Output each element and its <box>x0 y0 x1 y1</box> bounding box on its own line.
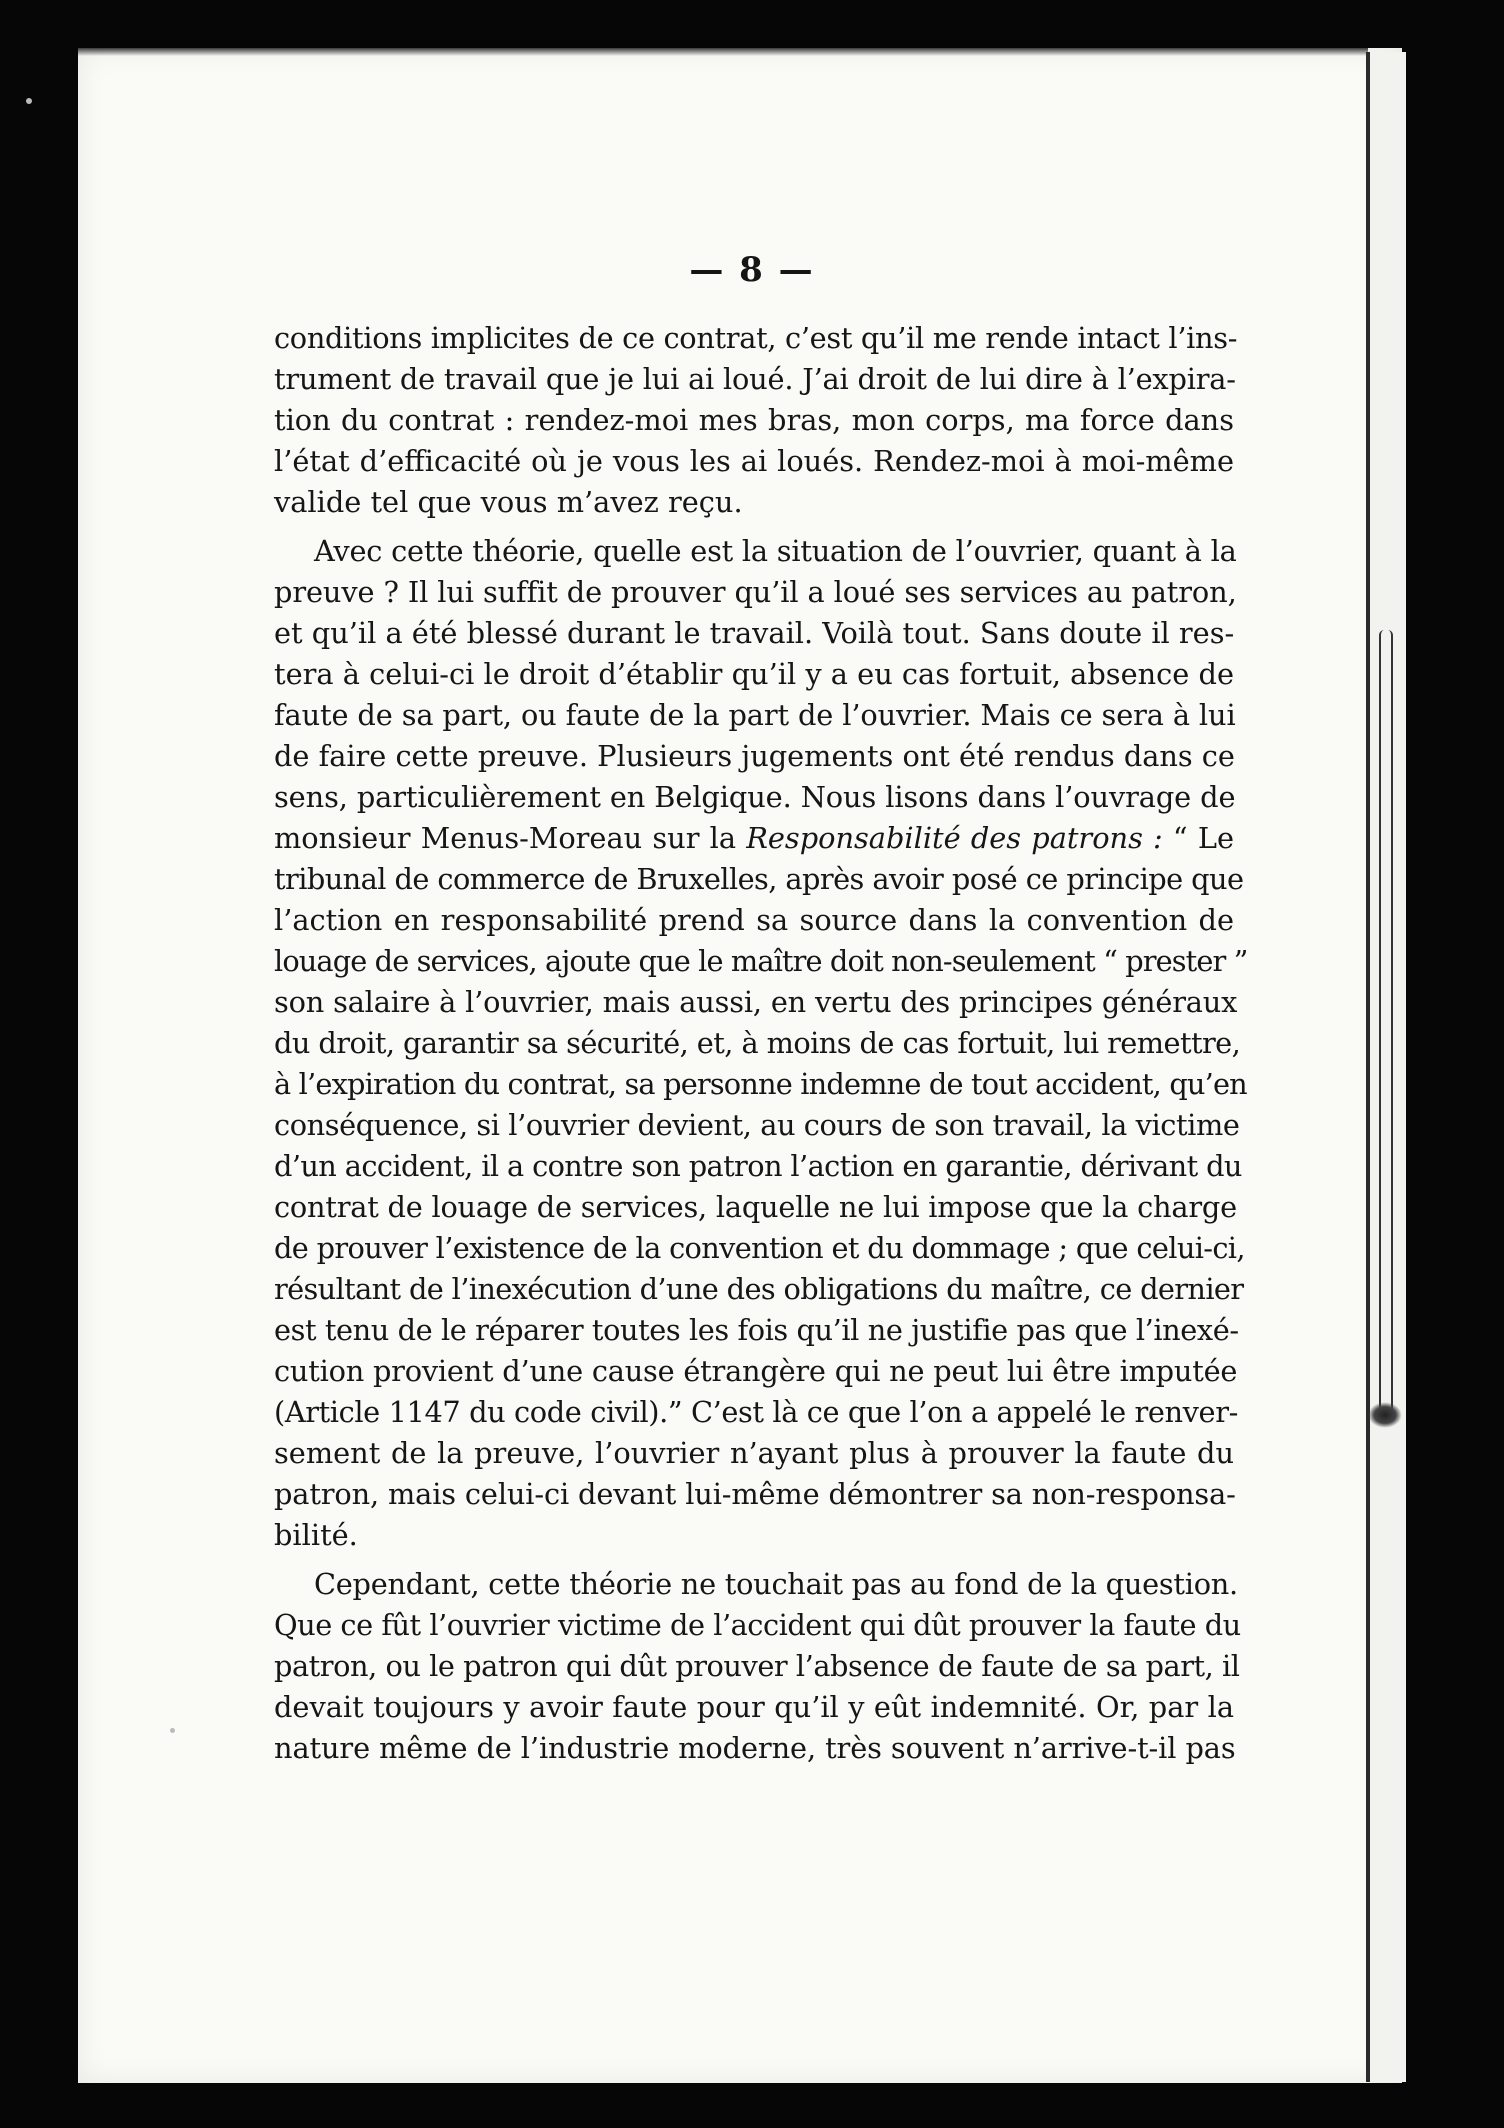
binding-knot <box>1368 1402 1402 1428</box>
book-title: Responsabilité des patrons : <box>746 821 1163 855</box>
text-line: cution provient d’une cause étrangère qui ne peut lui être imputée <box>274 1354 1238 1388</box>
paragraph-1 <box>274 318 1238 523</box>
text-line: résultant de l’inexécution d’une des obligations du maître, ce dernier <box>274 1272 1244 1306</box>
text-line: patron, ou le patron qui dût prouver l’absence de faute de sa part, il <box>274 1649 1240 1683</box>
text-line: Avec cette théorie, quelle est la situation de l’ouvrier, quant à la <box>314 534 1237 568</box>
page-number: — 8 — <box>689 250 815 290</box>
paragraph-2 <box>274 531 1248 1556</box>
text-line-with-title <box>274 818 1234 859</box>
text-line: tera à celui-ci le droit d’établir qu’il y a eu cas fortuit, absence de <box>274 657 1234 691</box>
text-line: bilité. <box>274 1518 358 1552</box>
text-line: tribunal de commerce de Bruxelles, après avoir posé ce principe que <box>274 862 1244 896</box>
text-line: de faire cette preuve. Plusieurs jugements ont été rendus dans ce <box>274 739 1235 773</box>
text-line: trument de travail que je lui ai loué. J’ai droit de lui dire à l’expira- <box>274 362 1236 396</box>
text-line: (Article 1147 du code civil).” C’est là ce que l’on a appelé le renver- <box>274 1395 1238 1429</box>
dust-speck <box>26 98 32 104</box>
text-line: devait toujours y avoir faute pour qu’il y eût indemnité. Or, par la <box>274 1690 1234 1724</box>
text-line: à l’expiration du contrat, sa personne indemne de tout accident, qu’en <box>274 1067 1247 1101</box>
text-line: faute de sa part, ou faute de la part de l’ouvrier. Mais ce sera à lui <box>274 698 1236 732</box>
binding-thread <box>1379 630 1393 1420</box>
text-line: valide tel que vous m’avez reçu. <box>274 485 743 519</box>
page-top-shadow <box>78 48 1368 56</box>
dust-speck <box>170 1728 175 1733</box>
text-line: de prouver l’existence de la convention et du dommage ; que celui-ci, <box>274 1231 1245 1265</box>
text-line: sement de la preuve, l’ouvrier n’ayant plus à prouver la faute du <box>274 1436 1234 1470</box>
text-line: et qu’il a été blessé durant le travail. Voilà tout. Sans doute il res- <box>274 616 1235 650</box>
text-line: l’état d’efficacité où je vous les ai loués. Rendez-moi à moi-même <box>274 444 1234 478</box>
body-text <box>274 318 1248 1769</box>
text-line: louage de services, ajoute que le maître doit non-seulement “ prester ” <box>274 944 1248 978</box>
text-line: conséquence, si l’ouvrier devient, au cours de son travail, la victime <box>274 1108 1240 1142</box>
text-line: preuve ? Il lui suffit de prouver qu’il a loué ses services au patron, <box>274 575 1237 609</box>
text-line: patron, mais celui-ci devant lui-même démontrer sa non-responsa- <box>274 1477 1236 1511</box>
text-line: contrat de louage de services, laquelle ne lui impose que la charge <box>274 1190 1237 1224</box>
text-line: Que ce fût l’ouvrier victime de l’accident qui dût prouver la faute du <box>274 1608 1241 1642</box>
paragraph-3 <box>274 1564 1241 1769</box>
text-line: son salaire à l’ouvrier, mais aussi, en vertu des principes généraux <box>274 985 1238 1019</box>
text-line: nature même de l’industrie moderne, très souvent n’arrive-t-il pas <box>274 1731 1236 1765</box>
text-line: l’action en responsabilité prend sa source dans la convention de <box>274 903 1234 937</box>
text-line: d’un accident, il a contre son patron l’action en garantie, dérivant du <box>274 1149 1242 1183</box>
text-line: du droit, garantir sa sécurité, et, à moins de cas fortuit, lui remettre, <box>274 1026 1241 1060</box>
text-fragment: monsieur Menus-Moreau sur la <box>274 821 747 855</box>
text-fragment: “ Le <box>1162 821 1234 855</box>
text-line: tion du contrat : rendez-moi mes bras, mon corps, ma force dans <box>274 403 1234 437</box>
text-line: Cependant, cette théorie ne touchait pas au fond de la question. <box>314 1567 1238 1601</box>
text-line: est tenu de le réparer toutes les fois qu’il ne justifie pas que l’inexé- <box>274 1313 1239 1347</box>
text-line: sens, particulièrement en Belgique. Nous lisons dans l’ouvrage de <box>274 780 1236 814</box>
text-line: conditions implicites de ce contrat, c’est qu’il me rende intact l’ins- <box>274 321 1238 355</box>
